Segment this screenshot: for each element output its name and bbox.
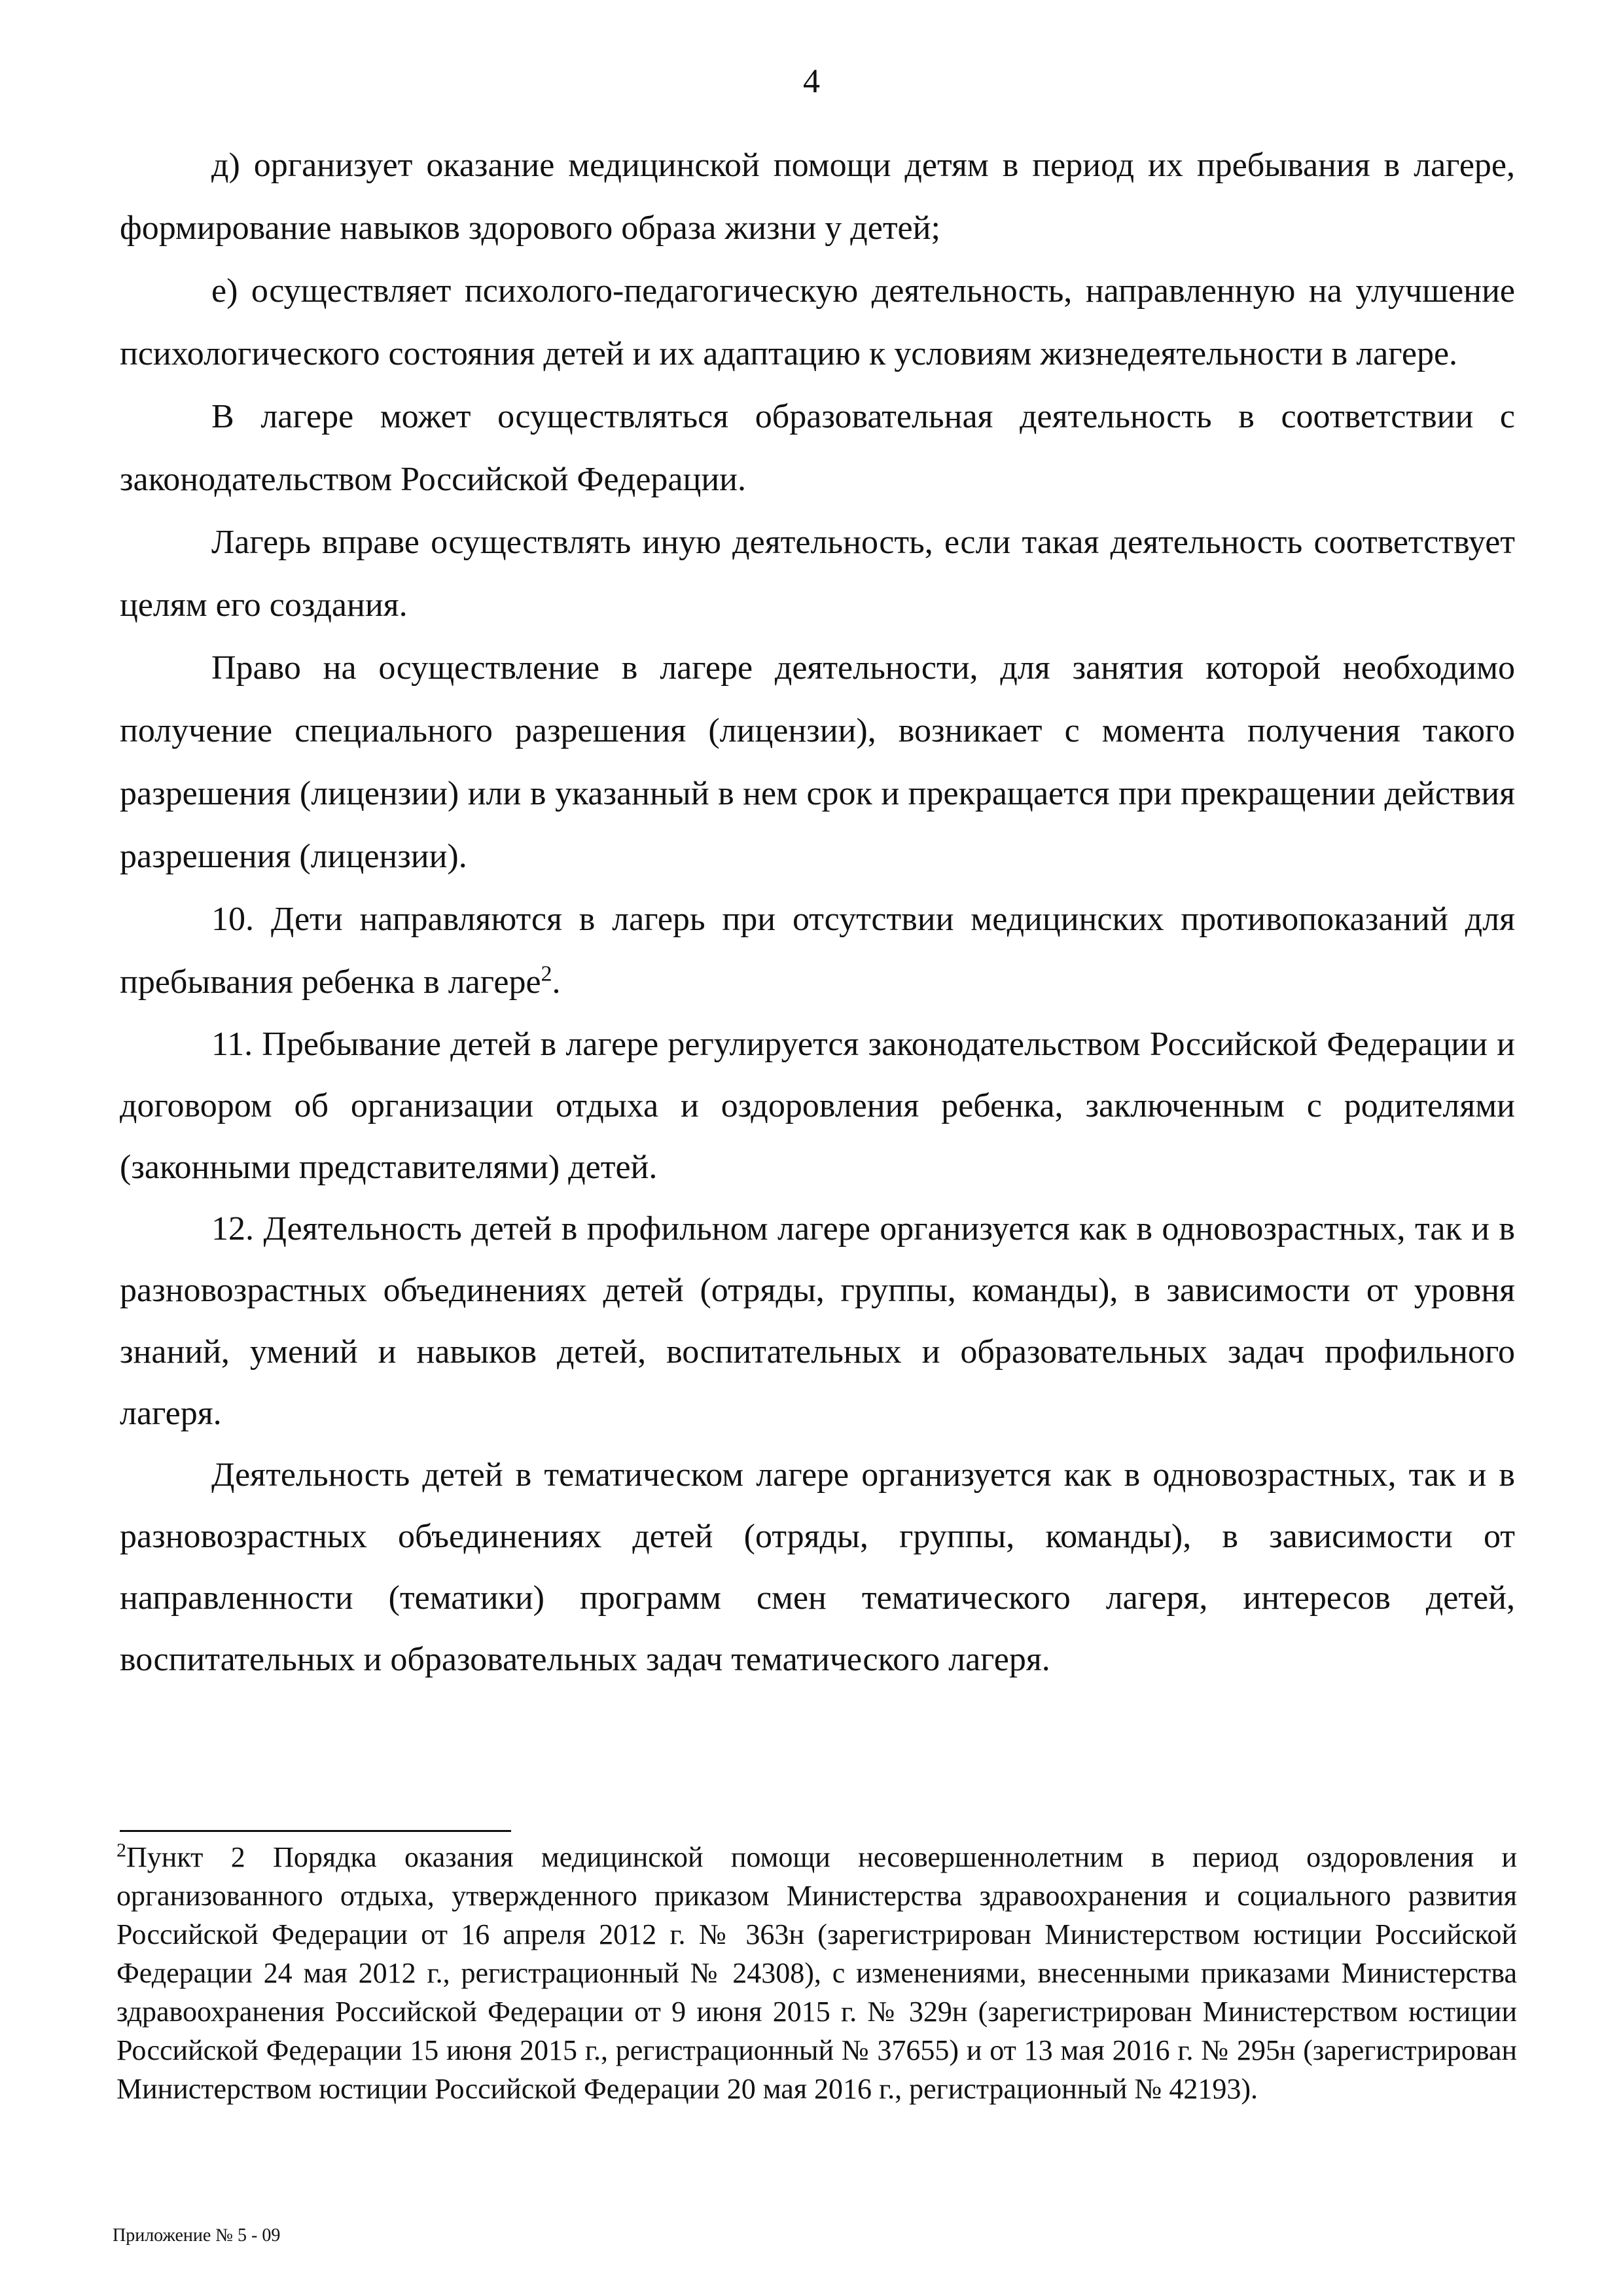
footnote-marker: 2 [116, 1839, 126, 1861]
paragraph-license: Право на осуществление в лагере деятельности, для занятия которой необходимо получение специального разрешения (лицензии), возникает с момента получения такого разрешения (лицензии) или в указанный в нем срок и прекращается при прекращении действия разрешения (лицензии). [120, 649, 1515, 875]
paragraph-education: В лагере может осуществляться образовательная деятельность в соответствии с законодательством Российской Федерации. [120, 398, 1515, 498]
paragraph-12: 12. Деятельность детей в профильном лагере организуется как в одновозрастных, так и в разновозрастных объединениях детей (отряды, группы, команды), в зависимости от уровня знаний, умений и навыков детей, воспитательных и образовательных задач профильного лагеря. [120, 1210, 1515, 1432]
paragraph-10-end: . [552, 963, 561, 1001]
paragraph-other-activity: Лагерь вправе осуществлять иную деятельность, если такая деятельность соответствует целям его создания. [120, 524, 1515, 624]
paragraph-11: 11. Пребывание детей в лагере регулируется законодательством Российской Федерации и договором об организации отдыха и оздоровления ребенка, заключенным с родителями (законными представителями) детей. [120, 1026, 1515, 1186]
paragraph-10 [120, 888, 1515, 1014]
paragraph-d: д) организует оказание медицинской помощи детям в период их пребывания в лагере, формирование навыков здорового образа жизни у детей; [120, 147, 1515, 247]
footnote-separator [120, 1830, 511, 1832]
attachment-label: Приложение № 5 - 09 [113, 2225, 281, 2246]
paragraph-10-text: 10. Дети направляются в лагерь при отсутствии медицинских противопоказаний для пребывания ребенка в лагере [120, 901, 1515, 1001]
footnote [116, 1838, 1517, 2108]
page-number: 4 [803, 63, 820, 100]
footnote-text: Пункт 2 Порядка оказания медицинской помощи несовершеннолетним в период оздоровления и организованного отдыха, утвержденного приказом Министерства здравоохранения и социального развития Российской Федерации от 16 апреля 2012 г. № 363н (зарегистрирован Министерством юстиции Российской Федерации 24 мая 2012 г., регистрационный № 24308), с изменениями, внесенными приказами Министерства здравоохранения Российской Федерации от 9 июня 2015 г. № 329н (зарегистрирован Министерством юстиции Российской Федерации 15 июня 2015 г., регистрационный № 37655) и от 13 мая 2016 г. № 295н (зарегистрирован Министерством юстиции Российской Федерации 20 мая 2016 г., регистрационный № 42193). [116, 1841, 1517, 2105]
paragraph-e: е) осуществляет психолого-педагогическую деятельность, направленную на улучшение психологического состояния детей и их адаптацию к условиям жизнедеятельности в лагере. [120, 272, 1515, 372]
paragraph-thematic: Деятельность детей в тематическом лагере организуется как в одновозрастных, так и в разновозрастных объединениях детей (отряды, группы, команды), в зависимости от направленности (тематики) программ смен тематического лагеря, интересов детей, воспитательных и образовательных задач тематического лагеря. [120, 1456, 1515, 1678]
footnote-reference: 2 [541, 961, 552, 986]
document-body [120, 134, 1515, 1691]
